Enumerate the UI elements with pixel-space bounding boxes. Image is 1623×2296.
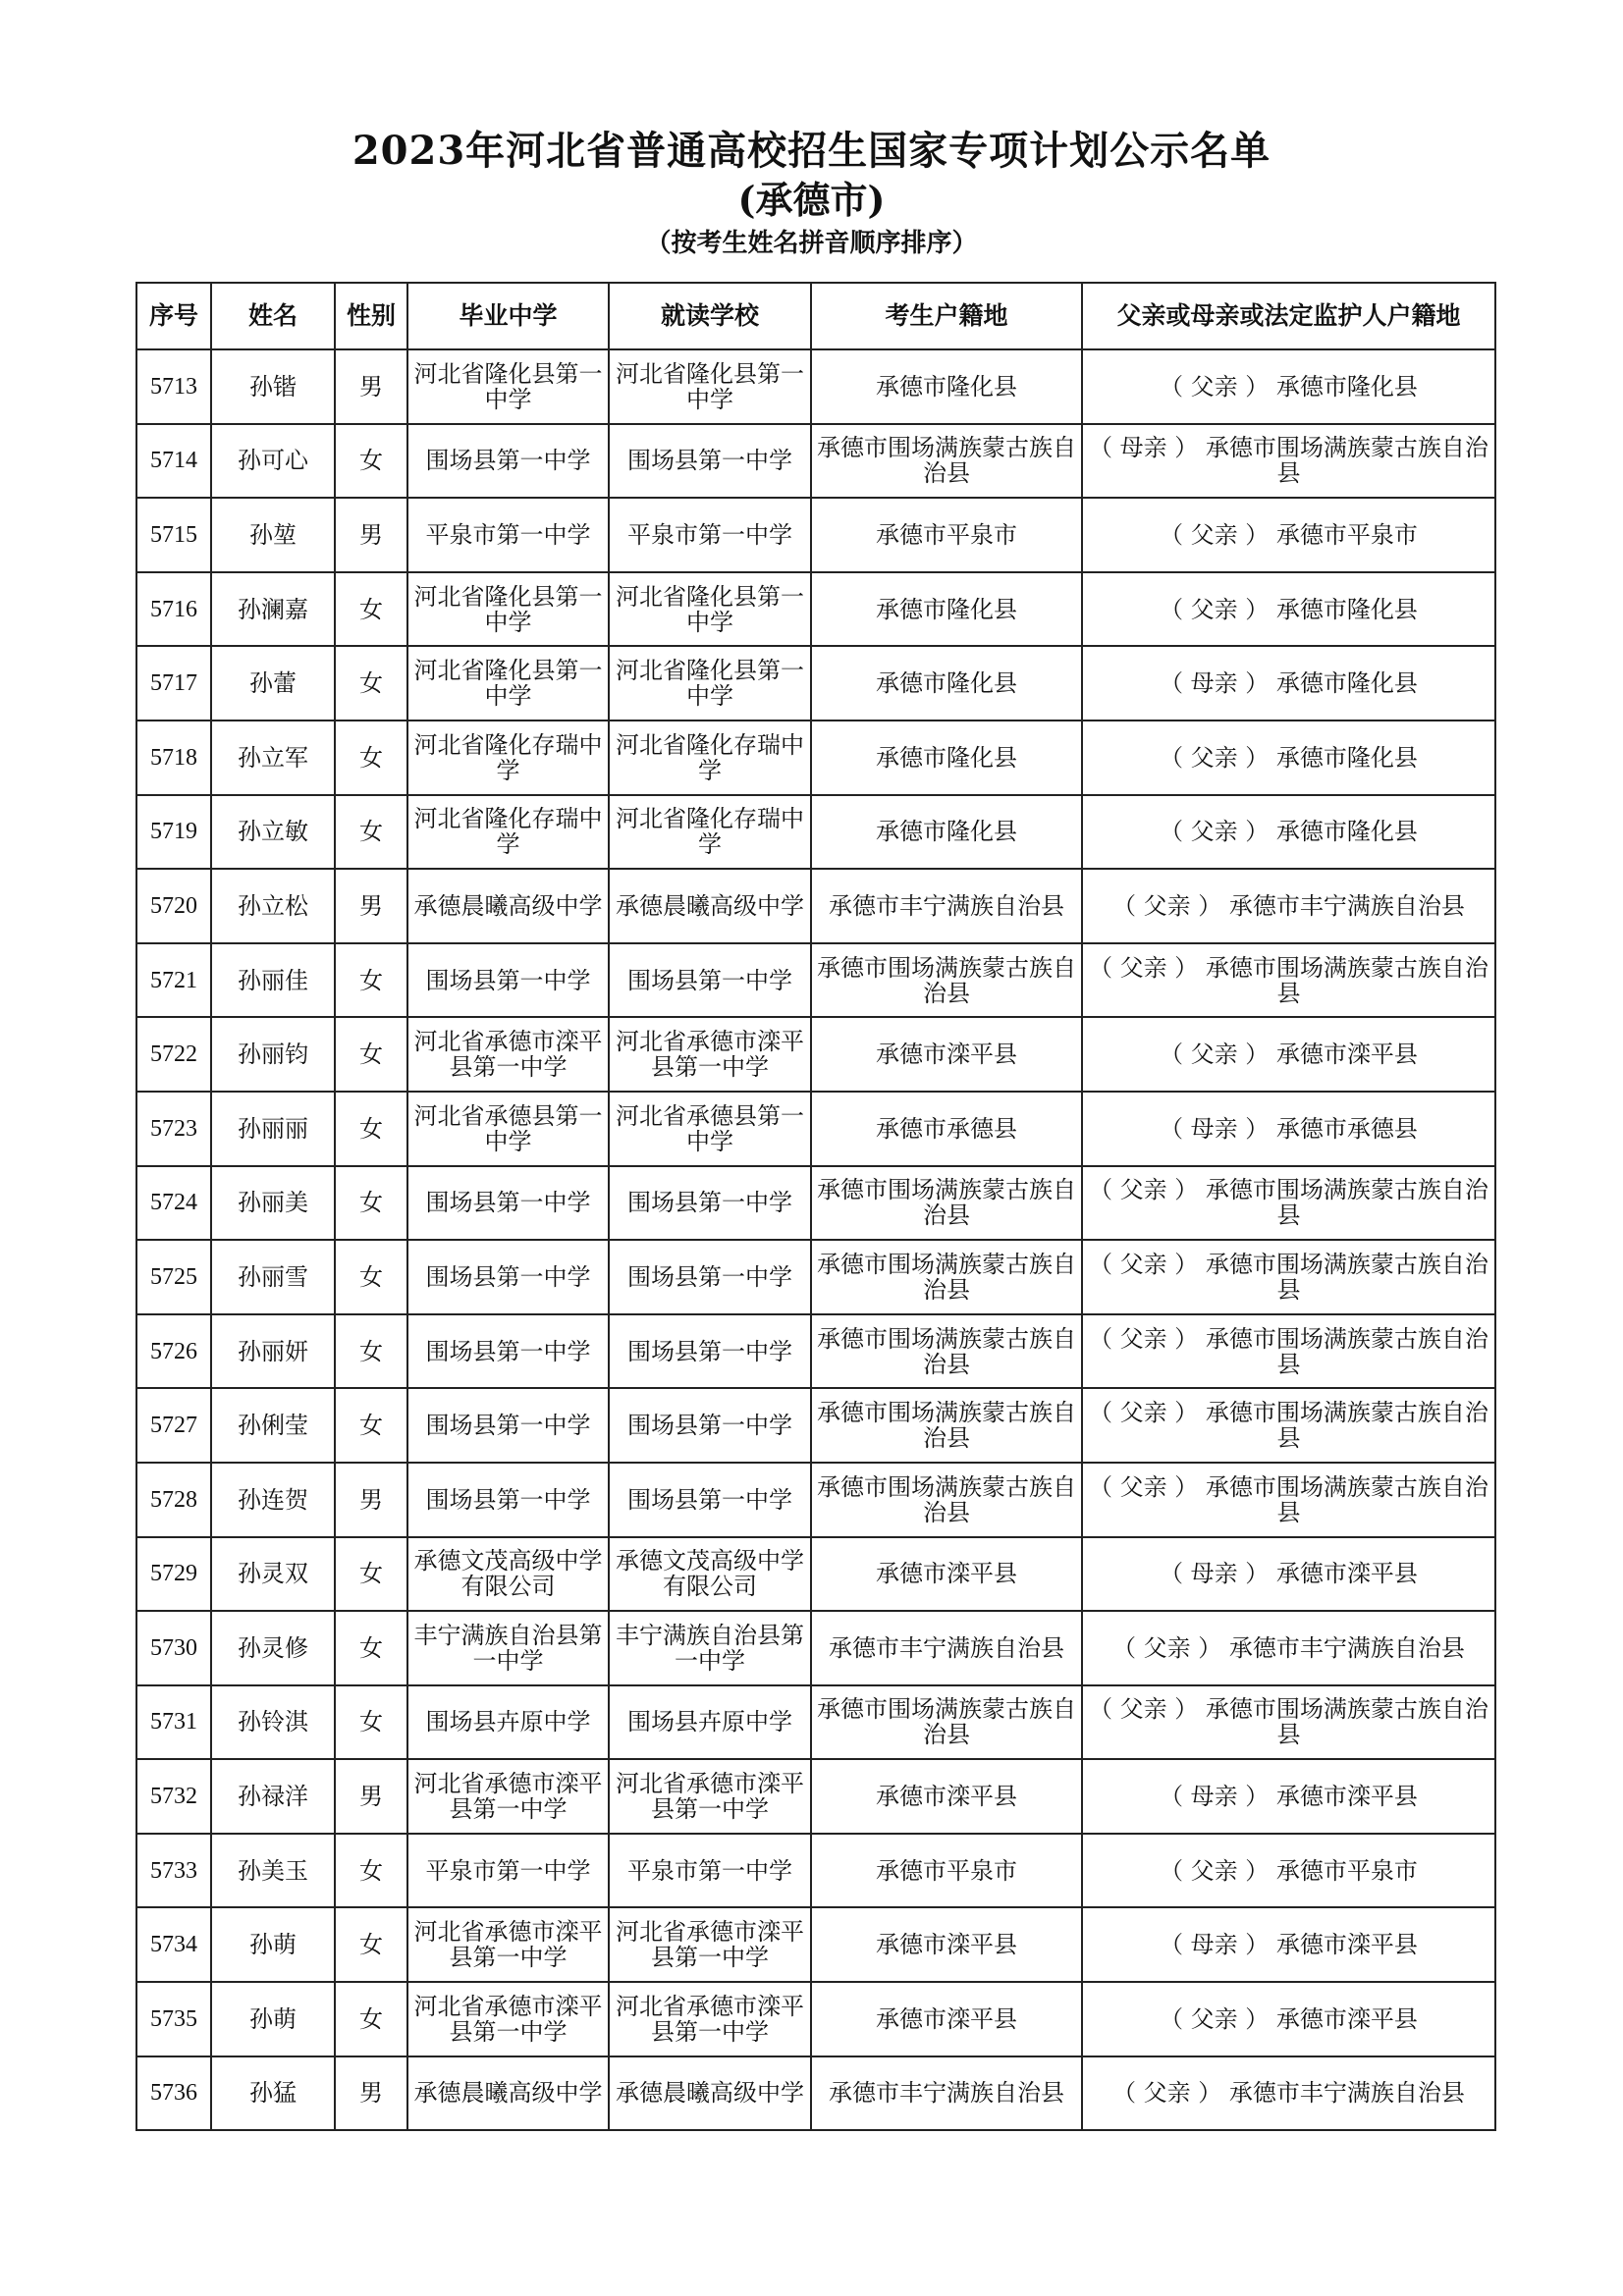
cell-name: 孙丽雪 bbox=[211, 1240, 335, 1314]
cell-graduated-school: 承德晨曦高级中学 bbox=[407, 869, 609, 943]
cell-current-school: 围场县卉原中学 bbox=[609, 1685, 811, 1760]
table-row bbox=[136, 1314, 1495, 1389]
cell-household: 承德市滦平县 bbox=[811, 1537, 1082, 1612]
cell-guardian-household: （ 母亲 ） 承德市滦平县 bbox=[1082, 1759, 1495, 1834]
cell-guardian-household: （ 父亲 ） 承德市隆化县 bbox=[1082, 795, 1495, 870]
cell-gender: 男 bbox=[335, 1759, 407, 1834]
cell-name: 孙灵修 bbox=[211, 1611, 335, 1685]
cell-household: 承德市滦平县 bbox=[811, 1907, 1082, 1982]
cell-household: 承德市平泉市 bbox=[811, 1834, 1082, 1908]
cell-graduated-school: 河北省隆化县第一中学 bbox=[407, 572, 609, 647]
table-row bbox=[136, 572, 1495, 647]
cell-guardian-household: （ 父亲 ） 承德市隆化县 bbox=[1082, 572, 1495, 647]
cell-gender: 女 bbox=[335, 1907, 407, 1982]
cell-household: 承德市平泉市 bbox=[811, 498, 1082, 572]
cell-current-school: 河北省承德市滦平县第一中学 bbox=[609, 1017, 811, 1092]
cell-gender: 女 bbox=[335, 1092, 407, 1166]
cell-serial: 5728 bbox=[136, 1463, 211, 1537]
cell-guardian-household: （ 母亲 ） 承德市滦平县 bbox=[1082, 1907, 1495, 1982]
cell-guardian-household: （ 父亲 ） 承德市围场满族蒙古族自治县 bbox=[1082, 1240, 1495, 1314]
cell-name: 孙铃淇 bbox=[211, 1685, 335, 1760]
cell-name: 孙丽丽 bbox=[211, 1092, 335, 1166]
table-row bbox=[136, 1759, 1495, 1834]
cell-graduated-school: 围场县第一中学 bbox=[407, 1463, 609, 1537]
cell-household: 承德市滦平县 bbox=[811, 1982, 1082, 2056]
table-row bbox=[136, 1092, 1495, 1166]
column-header: 姓名 bbox=[211, 283, 335, 349]
cell-current-school: 围场县第一中学 bbox=[609, 424, 811, 499]
cell-graduated-school: 河北省隆化县第一中学 bbox=[407, 646, 609, 721]
table-header bbox=[136, 283, 1495, 349]
cell-serial: 5735 bbox=[136, 1982, 211, 2056]
table-row bbox=[136, 1166, 1495, 1241]
cell-household: 承德市丰宁满族自治县 bbox=[811, 869, 1082, 943]
cell-serial: 5736 bbox=[136, 2056, 211, 2131]
cell-current-school: 河北省隆化县第一中学 bbox=[609, 646, 811, 721]
cell-name: 孙丽美 bbox=[211, 1166, 335, 1241]
cell-graduated-school: 河北省承德市滦平县第一中学 bbox=[407, 1982, 609, 2056]
cell-current-school: 围场县第一中学 bbox=[609, 1463, 811, 1537]
table-row bbox=[136, 1017, 1495, 1092]
cell-guardian-household: （ 母亲 ） 承德市滦平县 bbox=[1082, 1537, 1495, 1612]
cell-current-school: 承德晨曦高级中学 bbox=[609, 869, 811, 943]
table-row bbox=[136, 1388, 1495, 1463]
cell-name: 孙俐莹 bbox=[211, 1388, 335, 1463]
cell-guardian-household: （ 父亲 ） 承德市围场满族蒙古族自治县 bbox=[1082, 1166, 1495, 1241]
cell-gender: 女 bbox=[335, 1240, 407, 1314]
roster-table bbox=[135, 282, 1496, 2131]
cell-graduated-school: 河北省承德县第一中学 bbox=[407, 1092, 609, 1166]
cell-graduated-school: 河北省承德市滦平县第一中学 bbox=[407, 1907, 609, 1982]
table-row bbox=[136, 646, 1495, 721]
cell-name: 孙立松 bbox=[211, 869, 335, 943]
cell-name: 孙萌 bbox=[211, 1982, 335, 2056]
cell-guardian-household: （ 父亲 ） 承德市丰宁满族自治县 bbox=[1082, 869, 1495, 943]
cell-graduated-school: 承德晨曦高级中学 bbox=[407, 2056, 609, 2131]
cell-name: 孙可心 bbox=[211, 424, 335, 499]
cell-serial: 5725 bbox=[136, 1240, 211, 1314]
cell-household: 承德市围场满族蒙古族自治县 bbox=[811, 1463, 1082, 1537]
cell-graduated-school: 平泉市第一中学 bbox=[407, 1834, 609, 1908]
cell-gender: 女 bbox=[335, 646, 407, 721]
cell-current-school: 河北省隆化县第一中学 bbox=[609, 572, 811, 647]
cell-guardian-household: （ 父亲 ） 承德市平泉市 bbox=[1082, 498, 1495, 572]
cell-name: 孙蕾 bbox=[211, 646, 335, 721]
cell-current-school: 河北省承德市滦平县第一中学 bbox=[609, 1982, 811, 2056]
cell-serial: 5732 bbox=[136, 1759, 211, 1834]
cell-current-school: 河北省承德市滦平县第一中学 bbox=[609, 1759, 811, 1834]
cell-serial: 5731 bbox=[136, 1685, 211, 1760]
cell-serial: 5714 bbox=[136, 424, 211, 499]
cell-serial: 5726 bbox=[136, 1314, 211, 1389]
sort-note: （按考生姓名拼音顺序排序） bbox=[645, 229, 978, 258]
column-header: 毕业中学 bbox=[407, 283, 609, 349]
cell-name: 孙禄洋 bbox=[211, 1759, 335, 1834]
table-row bbox=[136, 795, 1495, 870]
cell-current-school: 承德晨曦高级中学 bbox=[609, 2056, 811, 2131]
cell-guardian-household: （ 父亲 ） 承德市隆化县 bbox=[1082, 721, 1495, 795]
table-row bbox=[136, 349, 1495, 424]
cell-serial: 5734 bbox=[136, 1907, 211, 1982]
cell-current-school: 河北省隆化存瑞中学 bbox=[609, 721, 811, 795]
cell-serial: 5733 bbox=[136, 1834, 211, 1908]
table-row bbox=[136, 424, 1495, 499]
cell-household: 承德市围场满族蒙古族自治县 bbox=[811, 1166, 1082, 1241]
table-row bbox=[136, 1982, 1495, 2056]
cell-graduated-school: 河北省隆化存瑞中学 bbox=[407, 795, 609, 870]
cell-household: 承德市围场满族蒙古族自治县 bbox=[811, 1314, 1082, 1389]
cell-serial: 5727 bbox=[136, 1388, 211, 1463]
cell-graduated-school: 围场县第一中学 bbox=[407, 1388, 609, 1463]
cell-guardian-household: （ 父亲 ） 承德市隆化县 bbox=[1082, 349, 1495, 424]
cell-current-school: 围场县第一中学 bbox=[609, 1314, 811, 1389]
cell-guardian-household: （ 父亲 ） 承德市滦平县 bbox=[1082, 1017, 1495, 1092]
cell-current-school: 围场县第一中学 bbox=[609, 1240, 811, 1314]
cell-household: 承德市围场满族蒙古族自治县 bbox=[811, 1388, 1082, 1463]
table-row bbox=[136, 1611, 1495, 1685]
cell-current-school: 平泉市第一中学 bbox=[609, 1834, 811, 1908]
table-row bbox=[136, 1685, 1495, 1760]
cell-name: 孙丽佳 bbox=[211, 943, 335, 1018]
column-header: 父亲或母亲或法定监护人户籍地 bbox=[1082, 283, 1495, 349]
cell-household: 承德市围场满族蒙古族自治县 bbox=[811, 1240, 1082, 1314]
cell-gender: 男 bbox=[335, 1463, 407, 1537]
cell-graduated-school: 围场县卉原中学 bbox=[407, 1685, 609, 1760]
cell-guardian-household: （ 母亲 ） 承德市围场满族蒙古族自治县 bbox=[1082, 424, 1495, 499]
cell-current-school: 围场县第一中学 bbox=[609, 943, 811, 1018]
cell-name: 孙锴 bbox=[211, 349, 335, 424]
cell-household: 承德市承德县 bbox=[811, 1092, 1082, 1166]
table-row bbox=[136, 943, 1495, 1018]
cell-graduated-school: 平泉市第一中学 bbox=[407, 498, 609, 572]
cell-name: 孙澜嘉 bbox=[211, 572, 335, 647]
cell-household: 承德市丰宁满族自治县 bbox=[811, 1611, 1082, 1685]
cell-graduated-school: 河北省隆化存瑞中学 bbox=[407, 721, 609, 795]
cell-gender: 女 bbox=[335, 1685, 407, 1760]
table-row bbox=[136, 498, 1495, 572]
cell-name: 孙灵双 bbox=[211, 1537, 335, 1612]
cell-serial: 5717 bbox=[136, 646, 211, 721]
cell-serial: 5721 bbox=[136, 943, 211, 1018]
cell-household: 承德市围场满族蒙古族自治县 bbox=[811, 1685, 1082, 1760]
cell-name: 孙猛 bbox=[211, 2056, 335, 2131]
cell-household: 承德市隆化县 bbox=[811, 646, 1082, 721]
cell-guardian-household: （ 父亲 ） 承德市围场满族蒙古族自治县 bbox=[1082, 1314, 1495, 1389]
cell-gender: 女 bbox=[335, 1017, 407, 1092]
cell-gender: 男 bbox=[335, 349, 407, 424]
cell-graduated-school: 河北省承德市滦平县第一中学 bbox=[407, 1017, 609, 1092]
cell-household: 承德市围场满族蒙古族自治县 bbox=[811, 943, 1082, 1018]
cell-name: 孙连贺 bbox=[211, 1463, 335, 1537]
cell-graduated-school: 围场县第一中学 bbox=[407, 1314, 609, 1389]
cell-guardian-household: （ 父亲 ） 承德市围场满族蒙古族自治县 bbox=[1082, 1685, 1495, 1760]
cell-current-school: 围场县第一中学 bbox=[609, 1388, 811, 1463]
cell-serial: 5730 bbox=[136, 1611, 211, 1685]
cell-serial: 5729 bbox=[136, 1537, 211, 1612]
cell-current-school: 河北省承德市滦平县第一中学 bbox=[609, 1907, 811, 1982]
cell-household: 承德市滦平县 bbox=[811, 1759, 1082, 1834]
cell-guardian-household: （ 母亲 ） 承德市隆化县 bbox=[1082, 646, 1495, 721]
table-row bbox=[136, 2056, 1495, 2131]
cell-name: 孙堃 bbox=[211, 498, 335, 572]
cell-household: 承德市隆化县 bbox=[811, 572, 1082, 647]
cell-gender: 男 bbox=[335, 498, 407, 572]
cell-guardian-household: （ 父亲 ） 承德市丰宁满族自治县 bbox=[1082, 2056, 1495, 2131]
cell-current-school: 丰宁满族自治县第一中学 bbox=[609, 1611, 811, 1685]
cell-household: 承德市隆化县 bbox=[811, 795, 1082, 870]
cell-gender: 女 bbox=[335, 424, 407, 499]
cell-household: 承德市滦平县 bbox=[811, 1017, 1082, 1092]
cell-graduated-school: 承德文茂高级中学有限公司 bbox=[407, 1537, 609, 1612]
cell-name: 孙立军 bbox=[211, 721, 335, 795]
cell-graduated-school: 丰宁满族自治县第一中学 bbox=[407, 1611, 609, 1685]
cell-name: 孙丽妍 bbox=[211, 1314, 335, 1389]
header-row bbox=[136, 283, 1495, 349]
cell-serial: 5724 bbox=[136, 1166, 211, 1241]
cell-serial: 5722 bbox=[136, 1017, 211, 1092]
cell-graduated-school: 围场县第一中学 bbox=[407, 1166, 609, 1241]
document-subtitle: (承德市) bbox=[737, 178, 886, 222]
table-row bbox=[136, 1240, 1495, 1314]
table-row bbox=[136, 1463, 1495, 1537]
cell-gender: 女 bbox=[335, 1537, 407, 1612]
table-row bbox=[136, 869, 1495, 943]
column-header: 就读学校 bbox=[609, 283, 811, 349]
cell-guardian-household: （ 父亲 ） 承德市平泉市 bbox=[1082, 1834, 1495, 1908]
table-row bbox=[136, 721, 1495, 795]
cell-name: 孙萌 bbox=[211, 1907, 335, 1982]
cell-serial: 5723 bbox=[136, 1092, 211, 1166]
cell-guardian-household: （ 父亲 ） 承德市围场满族蒙古族自治县 bbox=[1082, 1388, 1495, 1463]
cell-serial: 5720 bbox=[136, 869, 211, 943]
cell-gender: 女 bbox=[335, 1982, 407, 2056]
table-row bbox=[136, 1834, 1495, 1908]
cell-serial: 5713 bbox=[136, 349, 211, 424]
cell-household: 承德市隆化县 bbox=[811, 721, 1082, 795]
cell-current-school: 平泉市第一中学 bbox=[609, 498, 811, 572]
cell-current-school: 河北省隆化存瑞中学 bbox=[609, 795, 811, 870]
cell-gender: 女 bbox=[335, 795, 407, 870]
cell-household: 承德市丰宁满族自治县 bbox=[811, 2056, 1082, 2131]
cell-gender: 女 bbox=[335, 943, 407, 1018]
cell-gender: 男 bbox=[335, 2056, 407, 2131]
cell-gender: 女 bbox=[335, 1166, 407, 1241]
document-title: 2023年河北省普通高校招生国家专项计划公示名单 bbox=[352, 128, 1271, 174]
cell-name: 孙丽钧 bbox=[211, 1017, 335, 1092]
cell-serial: 5716 bbox=[136, 572, 211, 647]
column-header: 性别 bbox=[335, 283, 407, 349]
cell-name: 孙立敏 bbox=[211, 795, 335, 870]
cell-graduated-school: 河北省承德市滦平县第一中学 bbox=[407, 1759, 609, 1834]
cell-gender: 男 bbox=[335, 869, 407, 943]
cell-current-school: 围场县第一中学 bbox=[609, 1166, 811, 1241]
cell-guardian-household: （ 父亲 ） 承德市丰宁满族自治县 bbox=[1082, 1611, 1495, 1685]
cell-guardian-household: （ 母亲 ） 承德市承德县 bbox=[1082, 1092, 1495, 1166]
cell-current-school: 承德文茂高级中学有限公司 bbox=[609, 1537, 811, 1612]
cell-gender: 女 bbox=[335, 572, 407, 647]
cell-graduated-school: 围场县第一中学 bbox=[407, 1240, 609, 1314]
cell-guardian-household: （ 父亲 ） 承德市滦平县 bbox=[1082, 1982, 1495, 2056]
cell-guardian-household: （ 父亲 ） 承德市围场满族蒙古族自治县 bbox=[1082, 943, 1495, 1018]
cell-serial: 5715 bbox=[136, 498, 211, 572]
cell-household: 承德市围场满族蒙古族自治县 bbox=[811, 424, 1082, 499]
cell-graduated-school: 围场县第一中学 bbox=[407, 424, 609, 499]
cell-serial: 5718 bbox=[136, 721, 211, 795]
cell-gender: 女 bbox=[335, 1314, 407, 1389]
cell-gender: 女 bbox=[335, 1611, 407, 1685]
cell-gender: 女 bbox=[335, 1388, 407, 1463]
cell-gender: 女 bbox=[335, 721, 407, 795]
cell-household: 承德市隆化县 bbox=[811, 349, 1082, 424]
table-row bbox=[136, 1537, 1495, 1612]
document-header bbox=[0, 126, 1623, 261]
cell-current-school: 河北省隆化县第一中学 bbox=[609, 349, 811, 424]
column-header: 考生户籍地 bbox=[811, 283, 1082, 349]
cell-graduated-school: 河北省隆化县第一中学 bbox=[407, 349, 609, 424]
cell-guardian-household: （ 父亲 ） 承德市围场满族蒙古族自治县 bbox=[1082, 1463, 1495, 1537]
table-body bbox=[136, 349, 1495, 2130]
cell-gender: 女 bbox=[335, 1834, 407, 1908]
column-header: 序号 bbox=[136, 283, 211, 349]
cell-current-school: 河北省承德县第一中学 bbox=[609, 1092, 811, 1166]
cell-serial: 5719 bbox=[136, 795, 211, 870]
cell-graduated-school: 围场县第一中学 bbox=[407, 943, 609, 1018]
cell-name: 孙美玉 bbox=[211, 1834, 335, 1908]
table-row bbox=[136, 1907, 1495, 1982]
